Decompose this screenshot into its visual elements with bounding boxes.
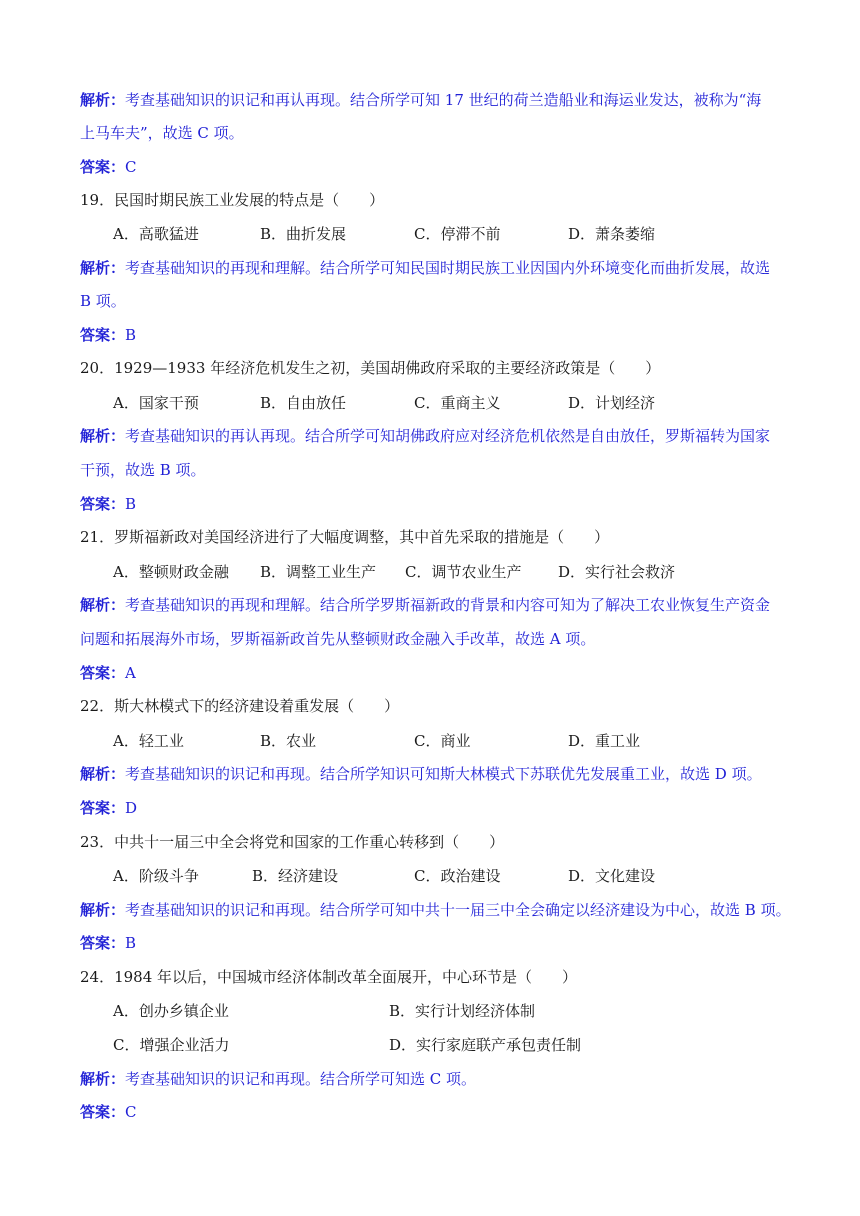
option-b: B．曲折发展 bbox=[260, 225, 347, 243]
analysis-line: 解析：考查基础知识的识记和再现。结合所学可知选 C 项。 bbox=[80, 1070, 477, 1088]
analysis-line: 问题和拓展海外市场，罗斯福新政首先从整顿财政金融入手改革，故选 A 项。 bbox=[80, 630, 596, 648]
option-b: B．实行计划经济体制 bbox=[389, 1002, 536, 1020]
option-d: D．萧条萎缩 bbox=[568, 225, 656, 243]
option-b: B．调整工业生产 bbox=[260, 563, 377, 581]
option-d: D．文化建设 bbox=[568, 867, 656, 885]
option-a: A．阶级斗争 bbox=[113, 867, 199, 885]
answer-line: 答案：D bbox=[80, 799, 138, 817]
option-c: C．增强企业活力 bbox=[113, 1036, 230, 1054]
option-a: A．轻工业 bbox=[113, 732, 184, 750]
question-stem: 24．1984 年以后，中国城市经济体制改革全面展开，中心环节是（ ） bbox=[80, 968, 578, 986]
question-stem: 20．1929—1933 年经济危机发生之初，美国胡佛政府采取的主要经济政策是（ ） bbox=[80, 359, 661, 377]
analysis-line: B 项。 bbox=[80, 292, 126, 310]
answer-line: 答案：C bbox=[80, 1103, 137, 1121]
option-a: A．创办乡镇企业 bbox=[113, 1002, 229, 1020]
option-d: D．重工业 bbox=[568, 732, 641, 750]
answer-line: 答案：A bbox=[80, 664, 136, 682]
option-c: C．调节农业生产 bbox=[405, 563, 522, 581]
option-d: D．实行家庭联产承包责任制 bbox=[389, 1036, 582, 1054]
option-c: C．重商主义 bbox=[414, 394, 501, 412]
option-d: D．计划经济 bbox=[568, 394, 656, 412]
option-c: C．政治建设 bbox=[414, 867, 501, 885]
option-c: C．停滞不前 bbox=[414, 225, 501, 243]
option-d: D．实行社会救济 bbox=[558, 563, 676, 581]
analysis-line: 解析：考查基础知识的识记和再认再现。结合所学可知 17 世纪的荷兰造船业和海运业发达，被称为“海 bbox=[80, 91, 762, 109]
analysis-line: 干预，故选 B 项。 bbox=[80, 461, 206, 479]
answer-line: 答案：B bbox=[80, 934, 137, 952]
question-stem: 22．斯大林模式下的经济建设着重发展（ ） bbox=[80, 697, 400, 715]
option-b: B．经济建设 bbox=[252, 867, 339, 885]
analysis-line: 解析：考查基础知识的再现和理解。结合所学可知民国时期民族工业因国内外环境变化而曲折发展，故选 bbox=[80, 259, 771, 277]
option-a: A．高歌猛进 bbox=[113, 225, 199, 243]
answer-line: 答案：B bbox=[80, 326, 137, 344]
analysis-line: 解析：考查基础知识的识记和再现。结合所学知识可知斯大林模式下苏联优先发展重工业，故选 D 项。 bbox=[80, 765, 762, 783]
answer-line: 答案：C bbox=[80, 158, 137, 176]
option-a: A．整顿财政金融 bbox=[113, 563, 229, 581]
analysis-line: 上马车夫”，故选 C 项。 bbox=[80, 124, 244, 142]
analysis-line: 解析：考查基础知识的识记和再现。结合所学可知中共十一届三中全会确定以经济建设为中心，故选 B 项。 bbox=[80, 901, 791, 919]
question-stem: 19．民国时期民族工业发展的特点是（ ） bbox=[80, 191, 385, 209]
answer-line: 答案：B bbox=[80, 495, 137, 513]
option-b: B．自由放任 bbox=[260, 394, 347, 412]
analysis-line: 解析：考查基础知识的再现和理解。结合所学罗斯福新政的背景和内容可知为了解决工农业恢复生产资金 bbox=[80, 596, 771, 614]
option-b: B．农业 bbox=[260, 732, 317, 750]
option-a: A．国家干预 bbox=[113, 394, 199, 412]
question-stem: 21．罗斯福新政对美国经济进行了大幅度调整，其中首先采取的措施是（ ） bbox=[80, 528, 610, 546]
option-c: C．商业 bbox=[414, 732, 471, 750]
question-stem: 23．中共十一届三中全会将党和国家的工作重心转移到（ ） bbox=[80, 833, 505, 851]
analysis-line: 解析：考查基础知识的再认再现。结合所学可知胡佛政府应对经济危机依然是自由放任，罗斯福转为国家 bbox=[80, 427, 771, 445]
